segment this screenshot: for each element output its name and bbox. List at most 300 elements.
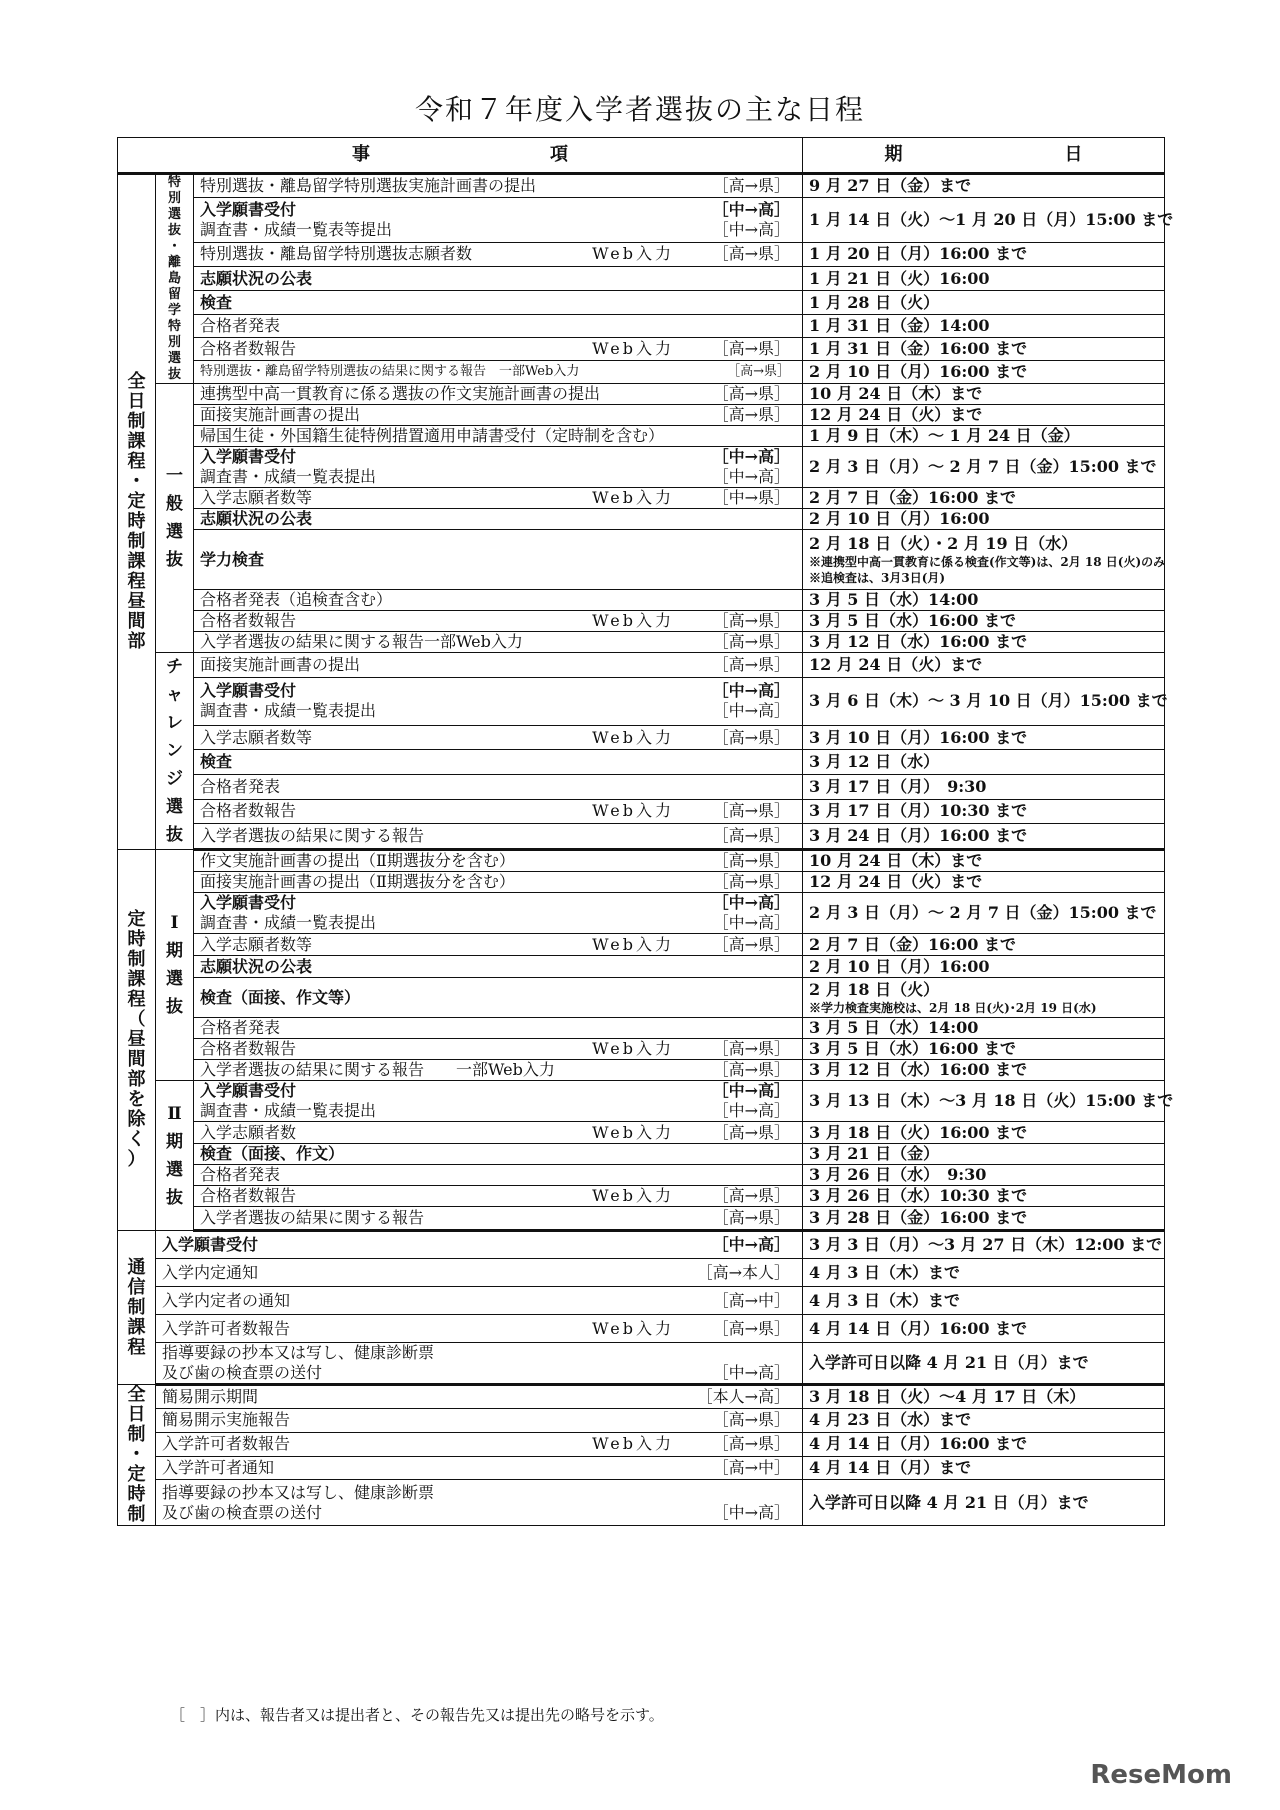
item-label: 指導要録の抄本又は写し、健康診断票	[162, 1482, 435, 1502]
date-cell	[803, 426, 1165, 447]
date-cell	[803, 1432, 1165, 1456]
table-row	[118, 1060, 1165, 1081]
selection-cell-ki2	[156, 1081, 194, 1231]
table-row	[118, 632, 1165, 653]
date-value: 入学許可日以降 4 月 21 日（月）まで	[809, 1353, 1089, 1372]
date-cell	[803, 1385, 1165, 1409]
route-tag: ［高→県］	[712, 244, 790, 264]
route-tag: ［高→県］	[712, 801, 790, 821]
date-cell	[803, 174, 1165, 198]
item-cell	[194, 872, 803, 893]
date-value: 1 月 28 日（火）	[809, 292, 940, 312]
table-row	[118, 677, 1165, 725]
date-value: 2 月 10 日（月）16:00	[809, 956, 990, 976]
table-row	[118, 750, 1165, 775]
item-label: 検査	[200, 292, 233, 312]
item-cell	[194, 590, 803, 611]
item-cell	[194, 1186, 803, 1207]
date-cell	[803, 1039, 1165, 1060]
table-row	[118, 1207, 1165, 1231]
date-value: 12 月 24 日（火）まで	[809, 405, 983, 424]
item-label: 合格者発表	[200, 776, 281, 796]
route-tag: ［中→高］	[712, 1101, 790, 1120]
date-cell	[803, 1060, 1165, 1081]
item-label: 合格者発表（追検査含む）	[200, 590, 393, 609]
selection-label: 特 別 選 抜 ・ 離 島 留 学 特 別 選 抜	[167, 175, 181, 382]
selection-label: Ⅰ 期 選 抜	[166, 913, 183, 1017]
item-cell	[194, 426, 803, 447]
date-cell	[803, 1144, 1165, 1165]
date-value: 1 月 20 日（月）16:00 まで	[809, 244, 1028, 264]
course-cell-zen	[118, 174, 156, 850]
route-tag: ［中→高］	[712, 1502, 790, 1522]
date-cell	[803, 315, 1165, 338]
table-row	[118, 978, 1165, 1018]
date-value: 2 月 10 日（月）16:00 まで	[809, 362, 1028, 382]
item-cell	[194, 1081, 803, 1122]
route-tag: ［中→高］	[712, 913, 790, 932]
date-cell	[803, 1207, 1165, 1231]
date-value: 1 月 21 日（火）16:00	[809, 268, 990, 288]
item-label: 志願状況の公表	[200, 956, 313, 976]
date-cell	[803, 242, 1165, 266]
item-label: 入学志願者数等 Web入力 ［中→県］	[200, 488, 790, 507]
item-cell	[194, 1165, 803, 1186]
date-cell	[803, 956, 1165, 978]
date-value: 3 月 12 日（水）	[809, 752, 940, 772]
date-value: 3 月 5 日（水）16:00 まで	[809, 611, 1016, 630]
item-cell	[194, 530, 803, 590]
item-cell	[194, 315, 803, 338]
course-label: 全 日 制 課 程 ・ 定 時 制 課 程 昼 間 部	[127, 371, 146, 652]
date-value: 3 月 5 日（水）14:00	[809, 590, 979, 609]
item-cell	[156, 1408, 803, 1432]
web-input-tag: Web入力	[592, 339, 674, 359]
table-row	[118, 488, 1165, 509]
table-row	[118, 725, 1165, 750]
date-cell	[803, 750, 1165, 775]
web-input-tag: Web入力	[592, 244, 674, 264]
date-cell	[803, 1343, 1165, 1385]
date-value: 4 月 14 日（月）16:00 まで	[809, 1318, 1028, 1338]
date-value: 3 月 24 日（月）16:00 まで	[809, 826, 1028, 846]
date-cell	[803, 509, 1165, 530]
date-value: 3 月 13 日（木）～3 月 18 日（火）15:00 まで	[809, 1091, 1174, 1110]
item-label: 合格者数報告 Web入力 ［高→県］	[200, 1039, 790, 1058]
route-tag: ［中→高］	[712, 199, 790, 219]
route-tag: ［高→県］	[712, 654, 790, 674]
date-cell	[803, 653, 1165, 678]
item-label: 合格者数報告 Web入力 ［高→県］	[200, 1186, 790, 1205]
date-value: 3 月 18 日（火）16:00 まで	[809, 1122, 1028, 1142]
header-item: 事 項	[118, 138, 803, 174]
date-value: 3 月 26 日（水） 9:30	[809, 1165, 987, 1184]
date-value: 2 月 3 日（月）～ 2 月 7 日（金）15:00 まで	[809, 457, 1157, 476]
item-label: 合格者発表	[200, 316, 281, 336]
date-value: 3 月 17 日（月）10:30 まで	[809, 801, 1028, 821]
date-cell	[803, 850, 1165, 872]
item-cell	[156, 1343, 803, 1385]
date-value: 9 月 27 日（金）まで	[809, 176, 972, 196]
table-row	[118, 1186, 1165, 1207]
table-row	[118, 850, 1165, 872]
item-cell	[194, 934, 803, 956]
item-cell	[194, 611, 803, 632]
table-row	[118, 1259, 1165, 1287]
table-row	[118, 1385, 1165, 1409]
route-tag: ［高→中］	[712, 1458, 790, 1477]
item-cell	[194, 1018, 803, 1039]
web-input-tag: Web入力	[592, 1039, 674, 1058]
date-note: ※連携型中高一貫教育に係る検査(作文等)は、2月 18 日(火)のみ	[809, 554, 1166, 569]
item-cell	[194, 1060, 803, 1081]
item-label: 入学者選抜の結果に関する報告 一部Web入力 ［高→県］	[200, 1060, 790, 1079]
table-row	[118, 1144, 1165, 1165]
route-tag: ［高→県］	[712, 632, 790, 651]
date-value: 3 月 26 日（水）10:30 まで	[809, 1186, 1028, 1205]
item-label: 入学内定者の通知 ［高→中］	[162, 1290, 790, 1310]
date-cell	[803, 405, 1165, 426]
date-value: 12 月 24 日（火）まで	[809, 872, 983, 891]
table-row	[118, 174, 1165, 198]
item-label: 合格者発表	[200, 1018, 281, 1037]
route-tag: ［中→高］	[712, 219, 790, 239]
item-cell	[156, 1259, 803, 1287]
item-cell	[194, 774, 803, 799]
web-input-tag: Web入力	[592, 801, 674, 821]
date-cell	[803, 384, 1165, 405]
date-cell	[803, 1231, 1165, 1259]
date-note: ※追検査は、3月3日(月)	[809, 570, 946, 585]
course-cell-zt	[118, 1385, 156, 1526]
date-value: 3 月 17 日（月） 9:30	[809, 776, 987, 796]
item-label: 学力検査	[200, 549, 265, 569]
route-tag: ［本人→高］	[696, 1386, 790, 1406]
schedule-table	[117, 137, 1174, 1526]
table-row	[118, 1480, 1165, 1526]
date-note: ※学力検査実施校は、2月 18 日(火)･2月 19 日(水)	[809, 1000, 1097, 1015]
selection-cell-ippan	[156, 384, 194, 653]
table-row	[118, 1165, 1165, 1186]
date-cell	[803, 1081, 1174, 1122]
course-label: 全 日 制 ・ 定 時 制	[127, 1384, 146, 1525]
route-tag: ［高→県］	[712, 176, 790, 196]
course-cell-tsu	[118, 1231, 156, 1385]
item-label: 入学者選抜の結果に関する報告 ［高→県］	[200, 826, 790, 846]
route-tag: ［高→県］	[712, 727, 790, 747]
date-value: 10 月 24 日（木）まで	[809, 384, 983, 403]
item-cell	[194, 978, 803, 1018]
date-value: 3 月 21 日（金）	[809, 1144, 940, 1163]
route-tag: ［高→県］	[727, 364, 790, 380]
table-row	[118, 1231, 1165, 1259]
table-row	[118, 824, 1165, 850]
schedule-body	[118, 174, 1174, 1526]
item-cell	[194, 405, 803, 426]
table-row	[118, 1432, 1165, 1456]
item-label: 志願状況の公表	[200, 509, 313, 528]
table-row	[118, 799, 1165, 824]
date-cell	[803, 361, 1165, 384]
item-cell	[156, 1231, 803, 1259]
item-label: 検査（面接、作文等）	[200, 987, 361, 1007]
selection-label: 一 般 選 抜	[166, 466, 183, 570]
date-cell	[803, 611, 1165, 632]
table-row	[118, 1122, 1165, 1144]
item-label-secondary: 調査書・成績一覧表提出 ［中→高］	[200, 913, 790, 932]
route-tag: ［中→高］	[712, 467, 790, 486]
date-value: 3 月 6 日（木）～ 3 月 10 日（月）15:00 まで	[809, 691, 1168, 711]
table-row	[118, 1081, 1165, 1122]
web-input-tag: Web入力	[592, 611, 674, 630]
item-cell	[194, 174, 803, 198]
route-tag: ［高→県］	[712, 851, 790, 870]
date-value: 1 月 31 日（金）14:00	[809, 316, 990, 336]
table-row	[118, 291, 1165, 315]
date-value: 2 月 18 日（火）	[809, 979, 940, 999]
date-value: 10 月 24 日（木）まで	[809, 851, 983, 870]
course-label: 通 信 制 課 程	[127, 1256, 146, 1358]
date-cell	[803, 1165, 1165, 1186]
route-tag: ［高→中］	[712, 1290, 790, 1310]
selection-label: Ⅱ 期 選 抜	[166, 1103, 183, 1208]
web-input-tag: Web入力	[592, 1122, 674, 1142]
table-header-row	[118, 138, 1165, 174]
item-label: 入学志願者数等 Web入力 ［高→県］	[200, 934, 790, 954]
route-tag: ［高→県］	[712, 872, 790, 891]
item-cell	[194, 677, 803, 725]
date-value: 1 月 31 日（金）16:00 まで	[809, 339, 1028, 359]
item-cell	[194, 893, 803, 934]
web-input-tag: Web入力	[592, 488, 674, 507]
table-row	[118, 1408, 1165, 1432]
web-input-tag: Web入力	[592, 1318, 674, 1338]
web-input-tag: Web入力	[592, 934, 674, 954]
selection-cell-ki1	[156, 850, 194, 1081]
date-value: 入学許可日以降 4 月 21 日（月）まで	[809, 1492, 1089, 1512]
route-tag: ［高→県］	[712, 339, 790, 359]
table-row	[118, 1343, 1165, 1385]
item-label-secondary: 調査書・成績一覧表等提出 ［中→高］	[200, 219, 790, 239]
date-cell	[803, 291, 1165, 315]
item-cell	[194, 509, 803, 530]
item-label: 入学許可者数報告 Web入力 ［高→県］	[162, 1318, 790, 1338]
date-value: 4 月 3 日（木）まで	[809, 1290, 960, 1310]
item-label: 簡易開示期間 ［本人→高］	[162, 1386, 790, 1406]
web-input-tag: Web入力	[592, 1434, 674, 1454]
item-label: 検査（面接、作文）	[200, 1144, 345, 1163]
route-tag: ［高→県］	[712, 405, 790, 424]
table-row	[118, 934, 1165, 956]
item-cell	[194, 1144, 803, 1165]
table-row	[118, 315, 1165, 338]
header-date: 期 日	[803, 138, 1165, 174]
date-cell	[803, 1480, 1165, 1526]
item-cell	[194, 242, 803, 266]
date-cell	[803, 1408, 1165, 1432]
item-label: 合格者数報告 Web入力 ［高→県］	[200, 339, 790, 359]
table-row	[118, 447, 1165, 488]
item-label: 入学願書受付 ［中→高］	[200, 681, 790, 701]
route-tag: ［中→高］	[712, 701, 790, 721]
date-value: 1 月 9 日（木）～ 1 月 24 日（金）	[809, 426, 1080, 445]
item-label: 志願状況の公表	[200, 268, 313, 288]
item-label: 簡易開示実施報告 ［高→県］	[162, 1410, 790, 1430]
item-cell	[194, 447, 803, 488]
item-label: 入学内定通知 ［高→本人］	[162, 1262, 790, 1282]
route-tag: ［高→県］	[712, 384, 790, 403]
date-cell	[803, 266, 1165, 290]
selection-cell-tokubetsu	[156, 174, 194, 384]
date-cell	[803, 893, 1165, 934]
item-label: 入学者選抜の結果に関する報告一部Web入力 ［高→県］	[200, 632, 790, 651]
item-cell	[194, 1039, 803, 1060]
table-row	[118, 405, 1165, 426]
item-label: 検査	[200, 752, 233, 772]
date-value: 2 月 7 日（金）16:00 まで	[809, 934, 1016, 954]
table-row	[118, 590, 1165, 611]
date-value: 2 月 10 日（月）16:00	[809, 509, 990, 528]
item-cell	[194, 198, 803, 243]
date-value: 3 月 5 日（水）16:00 まで	[809, 1039, 1016, 1058]
item-label: 指導要録の抄本又は写し、健康診断票	[162, 1343, 435, 1362]
item-label: 合格者数報告 Web入力 ［高→県］	[200, 801, 790, 821]
date-value: 3 月 12 日（水）16:00 まで	[809, 632, 1028, 651]
item-cell	[194, 824, 803, 850]
item-label: 入学願書受付 ［中→高］	[200, 1081, 790, 1100]
table-row	[118, 653, 1165, 678]
table-row	[118, 384, 1165, 405]
item-cell	[194, 361, 803, 384]
date-cell	[803, 1186, 1165, 1207]
table-row	[118, 1456, 1165, 1480]
date-cell	[803, 978, 1165, 1018]
date-cell	[803, 1456, 1165, 1480]
table-row	[118, 338, 1165, 361]
date-value: 3 月 10 日（月）16:00 まで	[809, 727, 1028, 747]
item-cell	[156, 1315, 803, 1343]
route-tag: ［中→県］	[712, 488, 790, 507]
item-label: 入学願書受付 ［中→高］	[162, 1235, 790, 1254]
date-cell	[803, 934, 1165, 956]
date-cell	[803, 590, 1165, 611]
route-tag: ［中→高］	[712, 1081, 790, 1100]
date-value: 4 月 23 日（水）まで	[809, 1410, 972, 1430]
item-label: 作文実施計画書の提出（Ⅱ期選抜分を含む） ［高→県］	[200, 851, 790, 870]
item-cell	[194, 338, 803, 361]
route-tag: ［中→高］	[712, 893, 790, 912]
item-label-secondary: 調査書・成績一覧表提出 ［中→高］	[200, 467, 790, 486]
item-cell	[194, 384, 803, 405]
web-input-tag: Web入力	[592, 727, 674, 747]
date-value: 3 月 5 日（水）14:00	[809, 1018, 979, 1037]
watermark-logo: ReseMom	[1090, 1760, 1232, 1790]
date-cell	[803, 677, 1168, 725]
table-row	[118, 1287, 1165, 1315]
date-cell	[803, 824, 1165, 850]
page-title: 令和７年度入学者選抜の主な日程	[414, 93, 865, 126]
table-row	[118, 893, 1165, 934]
date-cell	[803, 1287, 1165, 1315]
route-tag: ［高→県］	[712, 1186, 790, 1205]
date-value: 4 月 14 日（月）16:00 まで	[809, 1434, 1028, 1454]
item-label: 入学者選抜の結果に関する報告 ［高→県］	[200, 1208, 790, 1227]
selection-cell-challenge	[156, 653, 194, 850]
item-label: 入学願書受付 ［中→高］	[200, 199, 790, 219]
footnote: ［ ］内は、報告者又は提出者と、その報告先又は提出先の略号を示す。	[170, 1706, 664, 1724]
item-label: 帰国生徒・外国籍生徒特例措置適用申請書受付（定時制を含む）	[200, 426, 665, 445]
date-cell	[803, 774, 1165, 799]
date-cell	[803, 1018, 1165, 1039]
item-cell	[194, 1122, 803, 1144]
table-row	[118, 426, 1165, 447]
route-tag: ［中→高］	[712, 447, 790, 466]
date-cell	[803, 725, 1165, 750]
item-label: 入学願書受付 ［中→高］	[200, 893, 790, 912]
item-cell	[156, 1287, 803, 1315]
route-tag: ［中→高］	[712, 1235, 790, 1254]
item-cell	[194, 632, 803, 653]
table-row	[118, 774, 1165, 799]
item-cell	[194, 653, 803, 678]
table-row	[118, 266, 1165, 290]
date-value: 3 月 12 日（水）16:00 まで	[809, 1060, 1028, 1079]
course-cell-tei	[118, 850, 156, 1231]
course-label: 定 時 制 課 程 （ 昼 間 部 を 除 く ）	[127, 909, 146, 1170]
route-tag: ［高→県］	[712, 934, 790, 954]
date-cell	[803, 198, 1174, 243]
date-cell	[803, 799, 1165, 824]
item-label-secondary: 調査書・成績一覧表提出 ［中→高］	[200, 701, 790, 721]
item-cell	[194, 750, 803, 775]
date-value: 12 月 24 日（火）まで	[809, 654, 983, 674]
item-label: 入学志願者数等 Web入力 ［高→県］	[200, 727, 790, 747]
item-cell	[156, 1456, 803, 1480]
item-label-secondary: 及び歯の検査票の送付 ［中→高］	[162, 1363, 790, 1382]
table-row	[118, 242, 1165, 266]
date-cell	[803, 1122, 1165, 1144]
date-value: 2 月 3 日（月）～ 2 月 7 日（金）15:00 まで	[809, 903, 1157, 922]
table-row	[118, 530, 1165, 590]
date-value: 2 月 7 日（金）16:00 まで	[809, 488, 1016, 507]
table-row	[118, 1018, 1165, 1039]
item-cell	[194, 956, 803, 978]
date-value: 3 月 28 日（金）16:00 まで	[809, 1208, 1028, 1227]
item-cell	[156, 1480, 803, 1526]
item-label: 入学願書受付 ［中→高］	[200, 447, 790, 466]
date-value: 4 月 14 日（月）まで	[809, 1458, 972, 1477]
route-tag: ［高→県］	[712, 611, 790, 630]
item-cell	[194, 850, 803, 872]
route-tag: ［高→県］	[712, 1039, 790, 1058]
date-cell	[803, 530, 1165, 590]
item-cell	[194, 799, 803, 824]
item-label: 連携型中高一貫教育に係る選抜の作文実施計画書の提出 ［高→県］	[200, 384, 790, 403]
item-cell	[194, 266, 803, 290]
table-row	[118, 198, 1165, 243]
date-cell	[803, 632, 1165, 653]
item-label: 入学許可者数報告 Web入力 ［高→県］	[162, 1434, 790, 1454]
table-row	[118, 1039, 1165, 1060]
date-value: 2 月 18 日（火）・2 月 19 日（水）	[809, 533, 1078, 553]
date-cell	[803, 872, 1165, 893]
date-cell	[803, 338, 1165, 361]
item-cell	[156, 1432, 803, 1456]
item-cell	[156, 1385, 803, 1409]
date-value: 3 月 3 日（月）～3 月 27 日（木）12:00 まで	[809, 1235, 1163, 1254]
item-label: 面接実施計画書の提出 ［高→県］	[200, 405, 790, 424]
item-label: 入学志願者数 Web入力 ［高→県］	[200, 1122, 790, 1142]
